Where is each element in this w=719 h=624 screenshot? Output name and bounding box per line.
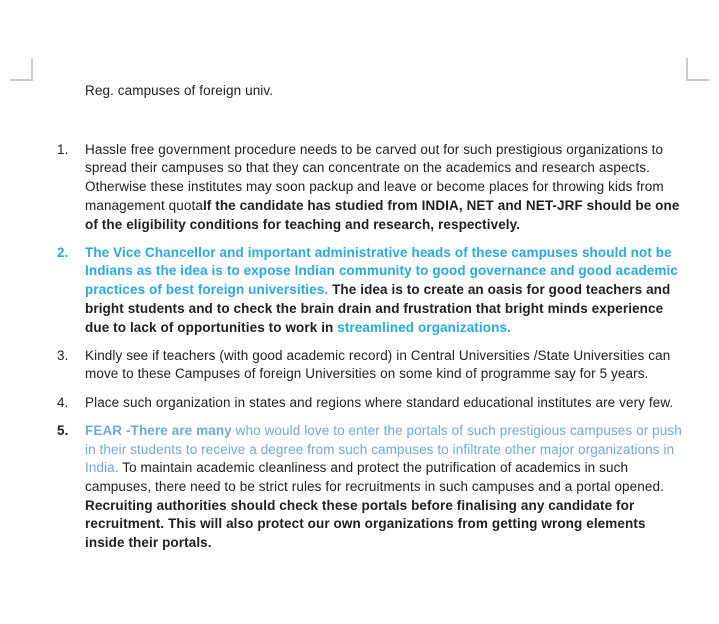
list-number: 5. (57, 422, 69, 438)
list-item (57, 141, 685, 235)
numbered-list (57, 141, 685, 553)
paragraph-text (85, 423, 682, 550)
list-item (57, 394, 685, 413)
text-run: streamlined organizations. (337, 319, 511, 335)
margin-crop-mark-right (686, 58, 709, 81)
paragraph-text (85, 142, 679, 232)
text-run: FEAR -There are many (85, 422, 236, 438)
list-item (57, 422, 685, 553)
paragraph-text (85, 245, 678, 335)
margin-crop-mark-left (10, 58, 33, 81)
text-run: The Vice Chancellor and important administrative heads of these campuses should not be Indians as the idea is to expose Indian community to good governance and good academic practices of best foreign universities. (85, 244, 678, 298)
text-run: Hassle free government procedure needs to be carved out for such prestigious organizations to spread their campuses so that they can concentrate on the academics and research aspects. Otherwise these institutes may soon packup and leave or become places for throwing kids from management quota (85, 141, 664, 213)
text-run: If the candidate has studied from INDIA, NET and NET-JRF should be one of the eligibility conditions for teaching and research, respectively. (85, 197, 680, 232)
text-run: To maintain academic cleanliness and protect the putrification of academics in such campuses, there need to be strict rules for recruitments in such campuses and a portal opened. (85, 460, 664, 494)
list-number: 4. (57, 394, 69, 410)
document-body (57, 82, 685, 562)
text-run: The idea is to create an oasis for good teachers and bright students and to check the brain drain and frustration that bright minds experience due to lack of opportunities to work in (85, 282, 671, 335)
text-run: Recruiting authorities should check these portals before finalising any candidate for recruitment. This will also protect our own organizations from getting wrong elements inside their portals. (85, 497, 646, 551)
document-header-text: Reg. campuses of foreign univ. (85, 83, 274, 98)
list-number: 3. (57, 347, 69, 363)
paragraph-text (85, 348, 670, 382)
list-item (57, 347, 685, 384)
text-run: who would love to enter the portals of such prestigious campuses or push in their students to receive a degree from such campuses to infiltrate other major organizations in India. (85, 422, 682, 476)
list-number: 2. (57, 244, 69, 260)
list-number: 1. (57, 141, 69, 157)
paragraph-text (85, 395, 673, 410)
list-item (57, 244, 685, 338)
text-run: Kindly see if teachers (with good academic record) in Central Universities /State Universities can move to these Campuses of foreign Universities on some kind of programme say for 5 years. (85, 347, 671, 382)
text-run: Place such organization in states and regions where standard educational institutes are very few. (85, 394, 674, 410)
